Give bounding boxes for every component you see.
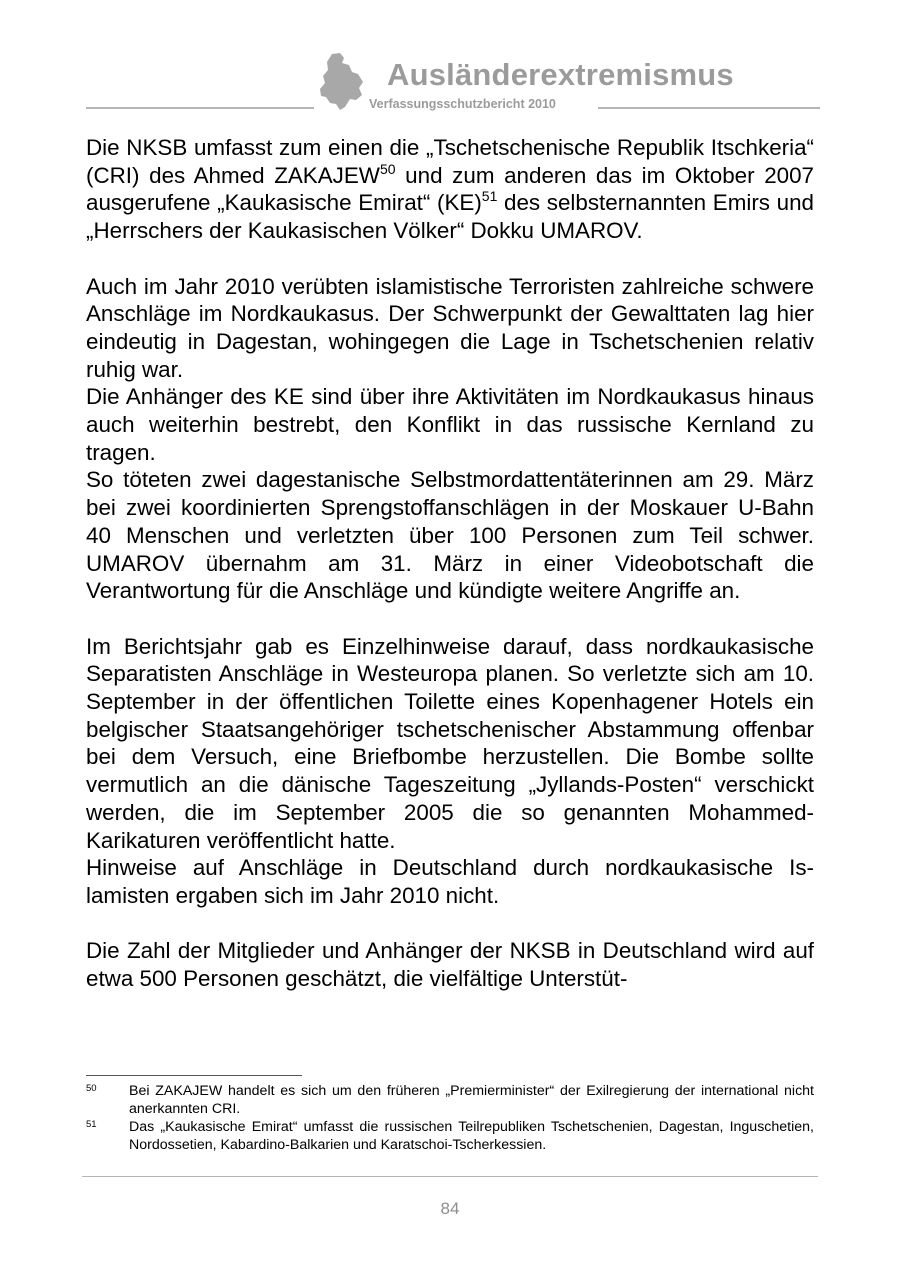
footer-rule <box>82 1176 818 1177</box>
paragraph-nksb-part-2: und zum anderen das im Oktober 2007 ausgerufene „Kaukasische Emirat“ (KE) <box>86 162 815 216</box>
page-header <box>0 0 900 120</box>
footnote-text: Bei ZAKAJEW handelt es sich um den früheren „Premierminister“ der Exilregierung der international nicht anerkannten CRI. <box>129 1083 814 1117</box>
paragraph-germany: Hinweise auf Anschläge in Deutschland durch nordkaukasische Islamisten ergaben sich im Jahr 2010 nicht. <box>86 855 814 908</box>
footnote-ref-50: 50 <box>379 160 396 177</box>
state-map-icon <box>318 52 366 112</box>
footnote-number: 51 <box>86 1119 97 1130</box>
paragraph-nksb-part-1: Die NKSB umfasst zum einen die „Tschetschenische Republik Itschkeria“ (CRI) des Ahmed ZAKAJEW <box>86 135 814 188</box>
paragraph-attacks-2010: Auch im Jahr 2010 verübten islamistische Terroristen zahlreiche schwere Anschläge im Nordkaukasus. Der Schwerpunkt der Gewalttaten lag hier eindeutig in Dagestan, wohingegen die Lage in Tschetschenien relativ ruhig war. <box>86 273 814 382</box>
paragraph-membership: Die Zahl der Mitglieder und Anhänger der NKSB in Deutschland wird auf etwa 500 Personen geschätzt, die vielfältige Unterstüt- <box>86 938 814 992</box>
paragraph-western-europe: Im Berichtsjahr gab es Einzelhinweise darauf, dass nordkaukasische Separatisten Anschläge in Westeuropa planen. So verletzte sich am 10. September in der öffentlichen Toilette eines Kopenhagener Hotels ein belgischer Staatsangehöriger tschetschenischer Abstammung offenbar bei dem Versuch, eine Briefbombe herzustellen. Die Bombe sollte vermutlich an die dänische Tageszeitung „Jyllands-Posten“ verschickt werden, die im September 2005 die so genannten Mohammed-Karikaturen veröffentlicht hatte. <box>86 633 814 853</box>
footnote-separator <box>86 1075 302 1076</box>
header-rule-right <box>598 107 820 109</box>
footnote-number: 50 <box>86 1083 97 1094</box>
footnote <box>86 1082 814 1118</box>
footnote <box>86 1118 814 1154</box>
footnotes <box>86 1082 814 1154</box>
paragraph-ke-supporters: Die Anhänger des KE sind über ihre Aktivitäten im Nordkaukasus hinaus auch weiterhin bestrebt, den Konflikt in das russische Kernland zu tragen. <box>86 384 814 465</box>
paragraph-nksb-part-3: des selbsternannten Emirs und „Herrschers der Kaukasischen Völker“ Dokku UMAROV. <box>86 190 814 244</box>
header-subtitle: Verfassungsschutzbericht 2010 <box>369 97 556 111</box>
footnote-text: Das „Kaukasische Emirat“ umfasst die russischen Teilrepubliken Tschetschenien, Dagestan, Inguschetien, Nordossetien, Kabardino-Balkarien und Karatschoi-Tscherkessien. <box>129 1119 814 1153</box>
header-rule-left <box>86 107 314 109</box>
footnote-ref-51: 51 <box>481 188 498 205</box>
paragraph-nksb <box>86 134 814 245</box>
page-number: 84 <box>440 1199 460 1218</box>
header-title: Ausländerextremismus <box>387 57 734 92</box>
main-text <box>86 134 814 993</box>
paragraph-moscow-attacks: So töteten zwei dagestanische Selbstmordattentäterinnen am 29. März bei zwei koordinierten Sprengstoffanschlägen in der Moskauer U-Bahn 40 Menschen und verletzten über 100 Personen zum Teil schwer. UMAROV übernahm am 31. März in einer Videobotschaft die Verantwortung für die Anschläge und kündigte weitere Angriffe an. <box>86 467 814 604</box>
